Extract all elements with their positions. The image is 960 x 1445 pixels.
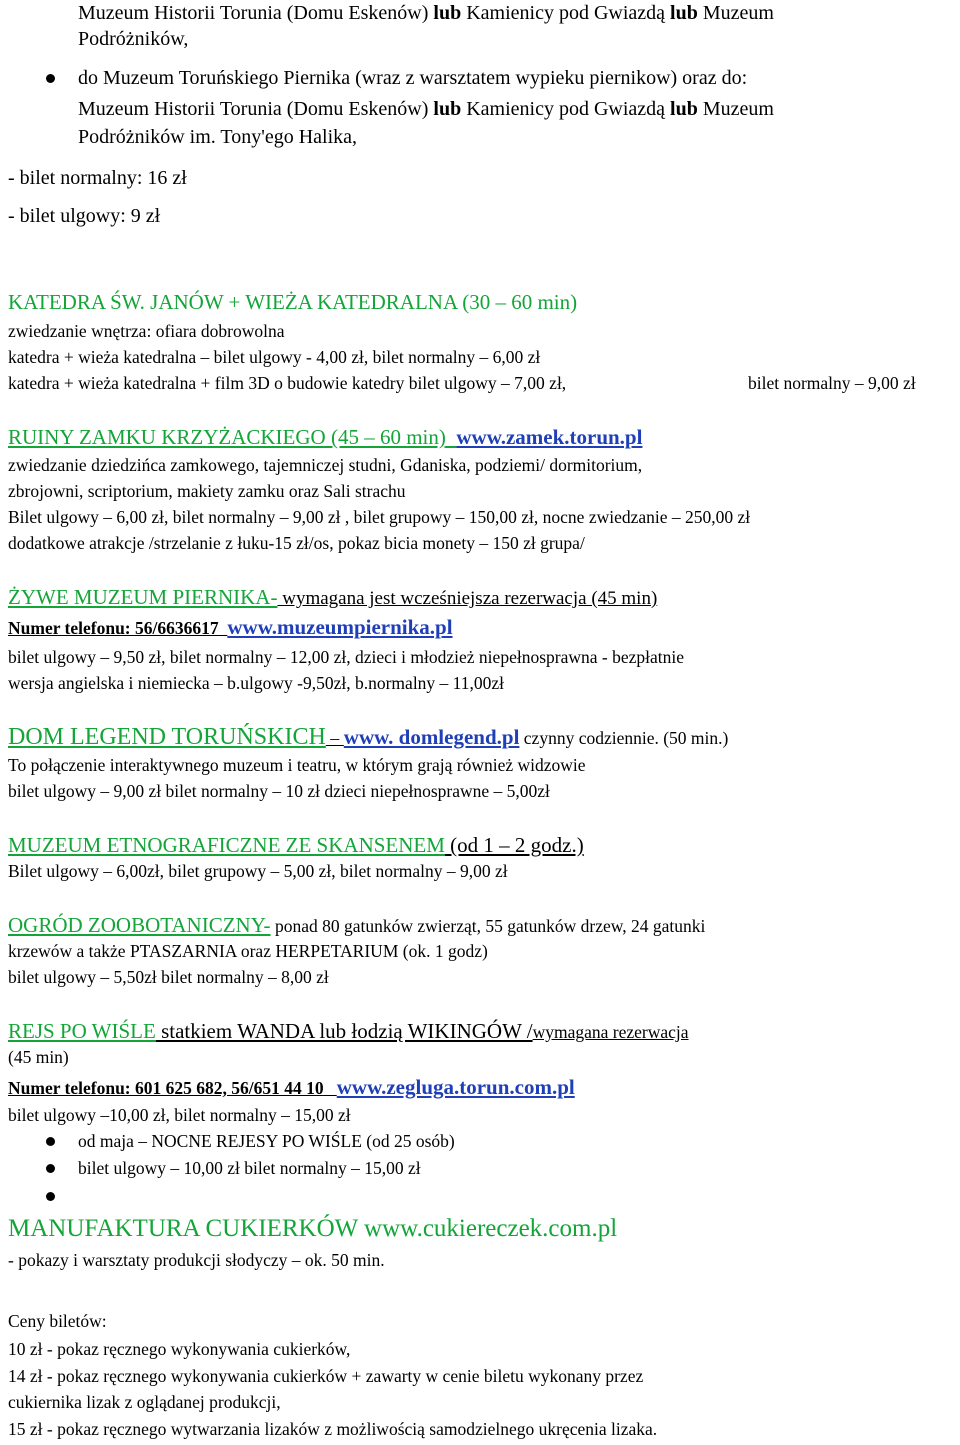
rejs-subtitle: statkiem WANDA lub łodzią WIKINGÓW /	[155, 1019, 533, 1043]
cukier-price-3: 15 zł - pokaz ręcznego wytwarzania lizaków z możliwością samodzielnego ukręcenia lizaka.	[8, 1419, 658, 1439]
piernik-line-2: wersja angielska i niemiecka – b.ulgowy -9,50zł, b.normalny – 11,00zł	[8, 673, 505, 693]
ruiny-line-2: zbrojowni, scriptorium, makiety zamku oraz Sali strachu	[8, 481, 406, 501]
rejs-title: REJS PO WIŚLE	[8, 1019, 156, 1043]
ruiny-line-1: zwiedzanie dziedzińca zamkowego, tajemniczej studni, Gdaniska, podziemi/ dormitorium,	[8, 455, 643, 475]
intro-text: Muzeum	[697, 2, 774, 24]
rejs-phone-row	[8, 1076, 575, 1099]
zoo-title: OGRÓD ZOOBOTANICZNY-	[8, 913, 271, 937]
katedra-title: KATEDRA ŚW. JANÓW + WIEŻA KATEDRALNA (30 – 60 min)	[8, 290, 578, 314]
rejs-duration: (45 min)	[8, 1047, 69, 1067]
intro-text: Muzeum	[697, 98, 774, 120]
cukier-price-2: 14 zł - pokaz ręcznego wykonywania cukierków + zawarty w cenie biletu wykonany przez	[8, 1366, 644, 1386]
intro-bullet-line-3: Podróżników im. Tony'ego Halika,	[78, 126, 358, 148]
ruiny-line-4: dodatkowe atrakcje /strzelanie z łuku-15 zł/os, pokaz bicia monety – 150 zł grupa/	[8, 533, 585, 553]
cukier-line-1: - pokazy i warsztaty produkcji słodyczy – ok. 50 min.	[8, 1250, 385, 1270]
intro-text: Kamienicy pod Gwiazdą	[461, 2, 671, 24]
zoo-note: ponad 80 gatunków zwierząt, 55 gatunków drzew, 24 gatunki	[270, 916, 706, 936]
etno-line-1: Bilet ulgowy – 6,00zł, bilet grupowy – 5,00 zł, bilet normalny – 9,00 zł	[8, 861, 508, 881]
rejs-phone: Numer telefonu: 601 625 682, 56/651 44 10	[8, 1078, 324, 1098]
ruiny-heading	[8, 424, 642, 450]
zoo-line-1: krzewów a także PTASZARNIA oraz HERPETARIUM (ok. 1 godz)	[8, 941, 488, 961]
bullet-icon	[46, 1137, 55, 1146]
legend-line-2: bilet ulgowy – 9,00 zł bilet normalny – 10 zł dzieci niepełnosprawne – 5,00zł	[8, 781, 550, 801]
piernik-note: wymagana jest wcześniejsza rezerwacja (45 min)	[277, 588, 658, 609]
bullet-icon	[46, 1164, 55, 1173]
rejs-heading	[8, 1018, 689, 1044]
rejs-bullet-2: bilet ulgowy – 10,00 zł bilet normalny – 15,00 zł	[78, 1158, 421, 1178]
etno-duration: (od 1 – 2 godz.)	[444, 833, 584, 857]
katedra-price-reduced: katedra + wieża katedralna + film 3D o budowie katedry bilet ulgowy – 7,00 zł,	[8, 373, 567, 393]
legend-link[interactable]: www. domlegend.pl	[343, 725, 520, 749]
legend-title: DOM LEGEND TORUŃSKICH	[8, 724, 326, 750]
cukier-title: MANUFAKTURA CUKIERKÓW	[8, 1215, 365, 1242]
cukier-heading	[8, 1214, 617, 1244]
lub-word: lub	[670, 2, 698, 24]
rejs-bullet-1: od maja – NOCNE REJESY PO WIŚLE (od 25 osób)	[78, 1131, 455, 1151]
ruiny-line-3: Bilet ulgowy – 6,00 zł, bilet normalny – 9,00 zł , bilet grupowy – 150,00 zł, nocne zwiedzanie – 250,00 zł	[8, 507, 751, 527]
cukier-link[interactable]: www.cukiereczek.com.pl	[364, 1215, 618, 1242]
piernik-link[interactable]: www.muzeumpiernika.pl	[227, 615, 453, 639]
price-reduced: - bilet ulgowy: 9 zł	[8, 205, 161, 227]
intro-text: Muzeum Historii Torunia (Domu Eskenów)	[78, 2, 434, 24]
piernik-line-1: bilet ulgowy – 9,50 zł, bilet normalny – 12,00 zł, dzieci i młodzież niepełnosprawna - bezpłatnie	[8, 647, 684, 667]
legend-line-1: To połączenie interaktywnego muzeum i teatru, w którym grają również widzowie	[8, 755, 586, 775]
cukier-price-1: 10 zł - pokaz ręcznego wykonywania cukierków,	[8, 1339, 351, 1359]
etno-heading	[8, 832, 584, 858]
legend-heading	[8, 723, 728, 752]
legend-dash: –	[325, 728, 344, 748]
zoo-line-2: bilet ulgowy – 5,50zł bilet normalny – 8,00 zł	[8, 967, 329, 987]
intro-bullet-line-1: do Muzeum Toruńskiego Piernika (wraz z warsztatem wypieku piernikow) oraz do:	[78, 67, 748, 89]
intro-text: Kamienicy pod Gwiazdą	[461, 98, 671, 120]
cukier-prices-label: Ceny biletów:	[8, 1311, 107, 1331]
piernik-title: ŻYWE MUZEUM PIERNIKA-	[8, 585, 278, 609]
piernik-heading	[8, 584, 657, 612]
rejs-link[interactable]: www.zegluga.torun.com.pl	[336, 1075, 575, 1099]
etno-title: MUZEUM ETNOGRAFICZNE ZE SKANSENEM	[8, 833, 445, 857]
bullet-icon	[46, 74, 55, 83]
lub-word: lub	[433, 2, 462, 24]
katedra-price-normal: bilet normalny – 9,00 zł	[748, 373, 916, 393]
intro-text: Muzeum Historii Torunia (Domu Eskenów)	[78, 98, 434, 120]
lub-word: lub	[670, 98, 698, 120]
zoo-heading	[8, 912, 705, 938]
rejs-line-1: bilet ulgowy –10,00 zł, bilet normalny – 15,00 zł	[8, 1105, 351, 1125]
intro-bullet-line-2	[78, 97, 774, 121]
price-normal: - bilet normalny: 16 zł	[8, 167, 187, 189]
katedra-line-3	[8, 372, 916, 394]
bullet-icon	[46, 1192, 55, 1201]
legend-note: czynny codziennie. (50 min.)	[519, 728, 729, 748]
katedra-line-2: katedra + wieża katedralna – bilet ulgowy - 4,00 zł, bilet normalny – 6,00 zł	[8, 347, 541, 367]
ruiny-link[interactable]: www.zamek.torun.pl	[456, 425, 643, 449]
intro-line-1	[78, 1, 774, 25]
piernik-phone: Numer telefonu: 56/6636617	[8, 618, 219, 638]
intro-line-2: Podróżników,	[78, 28, 189, 50]
piernik-phone-row	[8, 616, 453, 639]
lub-word: lub	[433, 98, 462, 120]
ruiny-title: RUINY ZAMKU KRZYŻACKIEGO (45 – 60 min)	[8, 425, 446, 449]
katedra-line-1: zwiedzanie wnętrza: ofiara dobrowolna	[8, 321, 285, 341]
rejs-reservation: wymagana rezerwacja	[532, 1022, 689, 1042]
cukier-price-2-cont: cukiernika lizak z oglądanej produkcji,	[8, 1392, 281, 1412]
